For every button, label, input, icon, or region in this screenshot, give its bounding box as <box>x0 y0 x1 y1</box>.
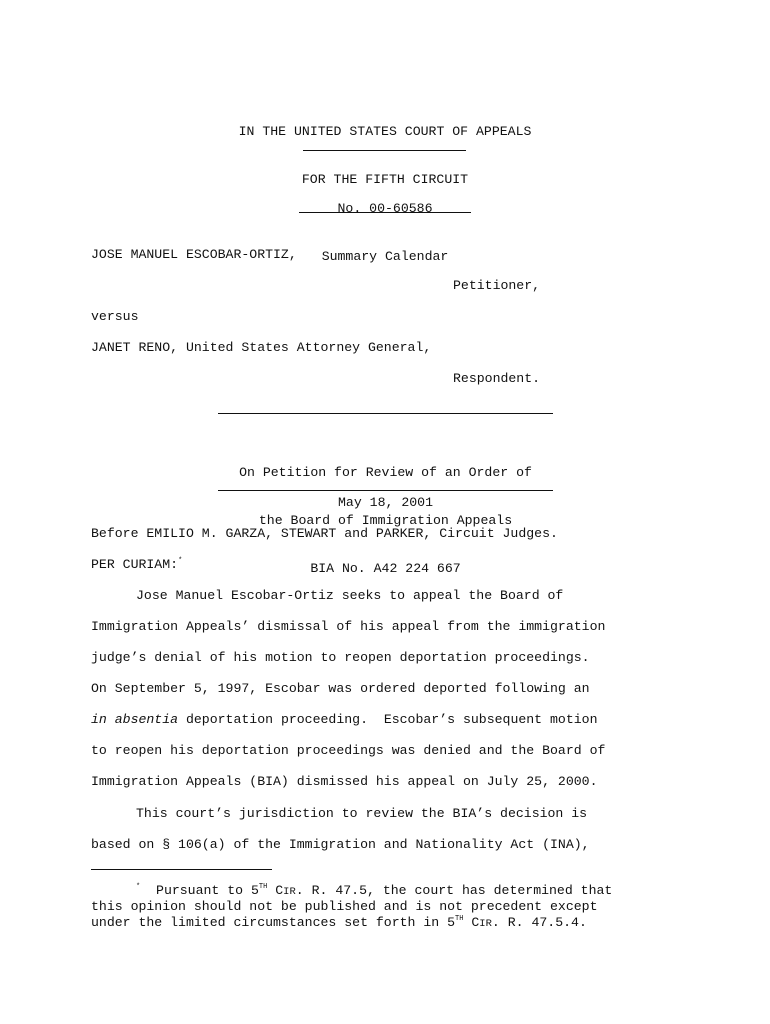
ordinal-suffix: TH <box>258 883 268 891</box>
body-p1-line-5-rest: deportation proceeding. Escobar’s subsequent motion <box>178 712 598 727</box>
per-curiam-line <box>91 557 182 573</box>
small-cap-text: IR <box>479 918 492 930</box>
petition-line-2: the Board of Immigration Appeals <box>258 513 513 528</box>
per-curiam-label: PER CURIAM: <box>91 557 179 572</box>
versus-label: versus <box>91 309 139 324</box>
petition-line-3: BIA No. A42 224 667 <box>310 561 461 576</box>
body-p1-line-6: to reopen his deportation proceedings was denied and the Board of <box>91 743 606 758</box>
petitioner-name: JOSE MANUEL ESCOBAR-ORTIZ, <box>91 247 297 262</box>
body-p1-line-4: On September 5, 1997, Escobar was ordered deported following an <box>91 681 590 696</box>
respondent-role: Respondent. <box>453 371 541 386</box>
small-cap-initial: C <box>471 915 480 930</box>
panel-line: Before EMILIO M. GARZA, STEWART and PARKER, Circuit Judges. <box>91 526 558 541</box>
respondent-name: JANET RENO, United States Attorney General, <box>91 340 432 355</box>
footnote-line-3 <box>91 915 587 932</box>
footnote-separator <box>91 869 272 870</box>
footnote-marker: * <box>136 883 141 891</box>
footnote-text: Pursuant to 5 <box>156 883 259 898</box>
footnote-text: under the limited circumstances set forth in 5 <box>91 915 456 930</box>
footnote-line-2: this opinion should not be published and is not precedent except <box>91 899 598 914</box>
decision-date: May 18, 2001 <box>338 495 433 510</box>
petition-rule <box>218 490 553 491</box>
body-p1-line-3: judge’s denial of his motion to reopen deportation proceedings. <box>91 650 590 665</box>
body-p1-line-5 <box>91 712 598 728</box>
body-p2-line-2: based on § 106(a) of the Immigration and Nationality Act (INA), <box>91 837 590 852</box>
body-p1-line-2: Immigration Appeals’ dismissal of his appeal from the immigration <box>91 619 606 634</box>
court-name-line: IN THE UNITED STATES COURT OF APPEALS <box>238 124 532 139</box>
petitioner-role: Petitioner, <box>453 278 541 293</box>
header-rule-bottom <box>299 212 471 213</box>
circuit-line: FOR THE FIFTH CIRCUIT <box>301 172 469 187</box>
footnote-text: . R. 47.5, the court has determined that <box>295 883 613 898</box>
header-rule-top <box>303 150 466 151</box>
footnote-ref-marker: * <box>178 557 183 565</box>
footnote-text: . R. 47.5.4. <box>491 915 587 930</box>
footnote-line-1 <box>136 883 612 900</box>
petition-block <box>218 433 553 593</box>
case-number: No. 00-60586 <box>337 201 433 216</box>
body-p1-line-1: Jose Manuel Escobar-Ortiz seeks to appeal the Board of <box>136 588 564 603</box>
body-p2-line-1: This court’s jurisdiction to review the BIA’s decision is <box>136 806 588 821</box>
case-number-block <box>275 169 495 281</box>
body-p1-line-7: Immigration Appeals (BIA) dismissed his appeal on July 25, 2000. <box>91 774 598 789</box>
parties-rule <box>218 413 553 414</box>
small-cap-text: IR <box>283 886 296 898</box>
calendar-type: Summary Calendar <box>321 249 449 264</box>
italic-term: in absentia <box>91 712 179 727</box>
small-cap-initial: C <box>275 883 284 898</box>
petition-line-1: On Petition for Review of an Order of <box>239 465 532 480</box>
ordinal-suffix: TH <box>455 915 464 923</box>
